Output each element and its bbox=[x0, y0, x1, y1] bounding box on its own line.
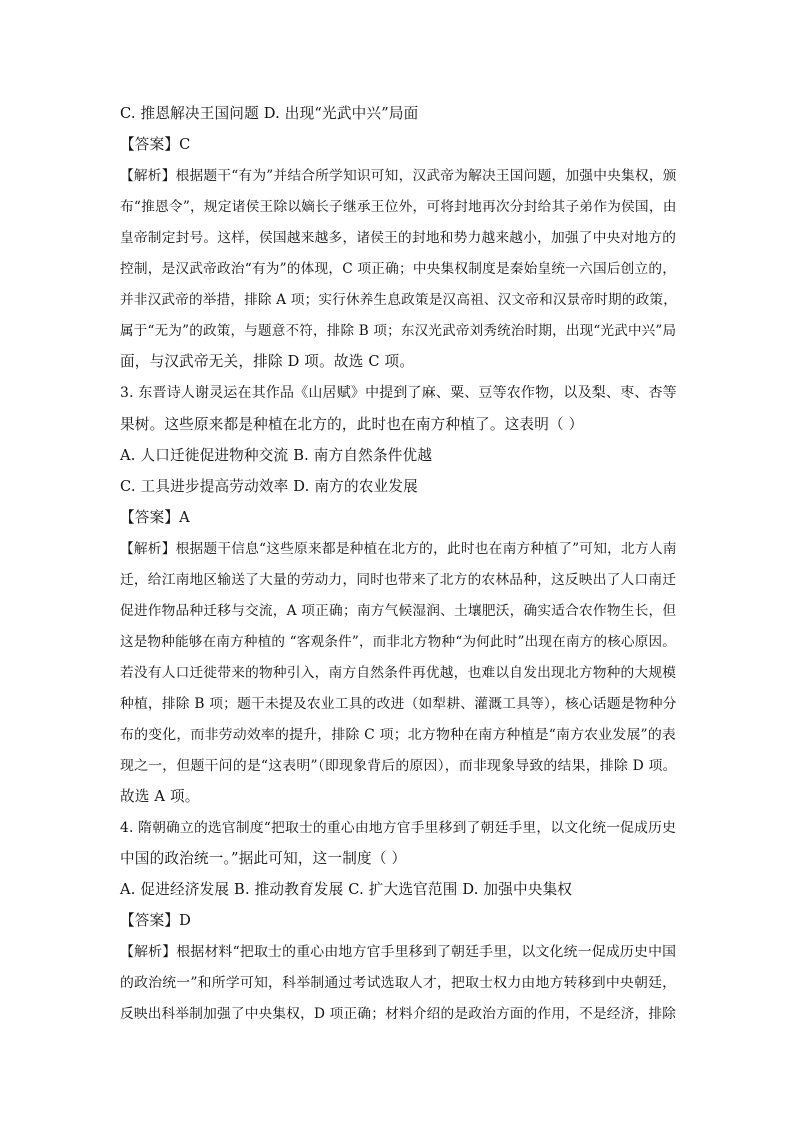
document-line: A. 促进经济发展 B. 推动教育发展 C. 扩大选官范围 D. 加强中央集权 bbox=[120, 881, 573, 899]
document-line: 【解析】根据题干“有为”并结合所学知识可知，汉武帝为解决王国问题，加强中央集权，颁 bbox=[120, 168, 677, 185]
document-line: 属于“无为”的政策，与题意不符，排除 B 项；东汉光武帝刘秀统治时期，出现“光武中兴”局 bbox=[120, 323, 677, 340]
document-line: 迁，给江南地区输送了大量的劳动力，同时也带来了北方的农林品种，这反映出了人口南迁 bbox=[120, 571, 677, 588]
document-line: 反映出科举制加强了中央集权，D 项正确；材料介绍的是政治方面的作用，不是经济，排除 bbox=[120, 1006, 677, 1023]
document-line: 的政治统一”和所学可知，科举制通过考试选取人才，把取士权力由地方转移到中央朝廷， bbox=[120, 975, 677, 992]
document-line: 面，与汉武帝无关，排除 D 项。故选 C 项。 bbox=[120, 353, 415, 371]
document-line: 【答案】C bbox=[120, 136, 191, 154]
document-line: 故选 A 项。 bbox=[120, 788, 200, 806]
document-line: 皇帝制定封号。这样，侯国越来越多，诸侯王的封地和势力越来越小，加强了中央对地方的 bbox=[120, 230, 677, 247]
document-line: 4. 隋朝确立的选官制度“把取士的重心由地方官手里移到了朝廷手里，以文化统一促成历史 bbox=[120, 820, 677, 837]
document-line: 【答案】D bbox=[120, 912, 192, 930]
document-line: C. 推恩解决王国问题 D. 出现“光武中兴”局面 bbox=[120, 105, 419, 122]
document-line: 这是物种能够在南方种植的 “客观条件”，而非北方物种“为何此时”出现在南方的核心原因。 bbox=[120, 633, 677, 650]
document-line: C. 工具进步提高劳动效率 D. 南方的农业发展 bbox=[120, 477, 418, 495]
document-line: 现之一，但题干问的是“这表明”（即现象背后的原因），而非现象导致的结果，排除 D 项。 bbox=[120, 758, 677, 775]
document-line: 种植，排除 B 项；题干未提及农业工具的改进（如犁耕、灌溉工具等），核心话题是物种分 bbox=[120, 695, 677, 712]
document-line: 布“推恩令”，规定诸侯王除以嫡长子继承王位外，可将封地再次分封给其子弟作为侯国，由 bbox=[120, 199, 677, 216]
document-line: 促进作物品种迁移与交流，A 项正确；南方气候湿润、土壤肥沃，确实适合农作物生长，但 bbox=[120, 602, 677, 619]
document-line: 果树。这些原来都是种植在北方的，此时也在南方种植了。这表明（ ） bbox=[120, 415, 584, 433]
document-line: 布的变化，而非劳动效率的提升，排除 C 项；北方物种在南方种植是“南方农业发展”的表 bbox=[120, 727, 677, 743]
document-line: A. 人口迁徙促进物种交流 B. 南方自然条件优越 bbox=[120, 446, 433, 464]
document-line: 【解析】根据题干信息“这些原来都是种植在北方的，此时也在南方种植了”可知，北方人南 bbox=[120, 540, 677, 557]
document-line: 3. 东晋诗人谢灵运在其作品《山居赋》中提到了麻、粟、豆等农作物，以及梨、枣、杏等 bbox=[120, 385, 677, 402]
document-line: 中国的政治统一。”据此可知，这一制度（ ） bbox=[120, 850, 407, 868]
document-line: 并非汉武帝的举措，排除 A 项；实行休养生息政策是汉高祖、汉文帝和汉景帝时期的政策， bbox=[120, 292, 678, 309]
document-line: 控制，是汉武帝政治“有为”的体现，C 项正确；中央集权制度是秦始皇统一六国后创立的， bbox=[120, 261, 677, 278]
document-line: 【答案】A bbox=[120, 508, 190, 526]
document-line: 若没有人口迁徙带来的物种引入，南方自然条件再优越，也难以自发出现北方物种的大规模 bbox=[120, 664, 677, 681]
document-line: 【解析】根据材料“把取士的重心由地方官手里移到了朝廷手里，以文化统一促成历史中国 bbox=[120, 944, 677, 961]
